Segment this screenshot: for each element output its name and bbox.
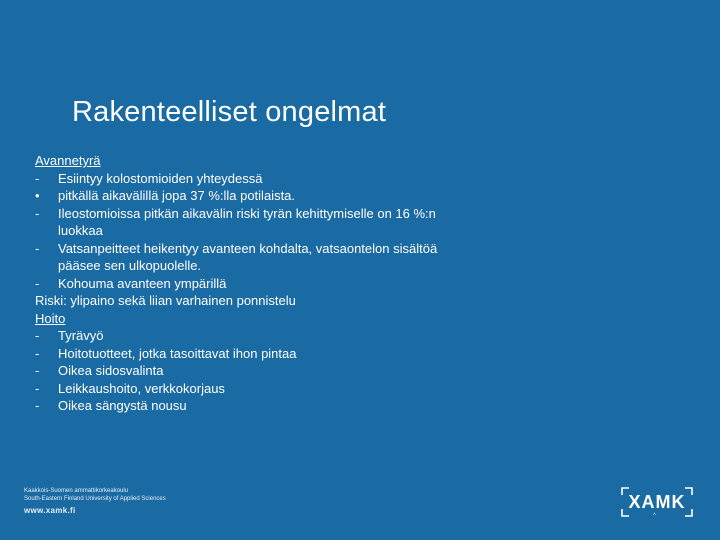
content-line bbox=[35, 187, 475, 205]
logo-text: XAMK bbox=[628, 491, 686, 512]
section-heading: Avannetyrä bbox=[35, 153, 101, 168]
content-line bbox=[35, 397, 475, 415]
section-heading: Hoito bbox=[35, 310, 66, 326]
dash-marker: - bbox=[35, 205, 40, 221]
dash-marker: - bbox=[35, 240, 40, 256]
dash-marker: - bbox=[35, 380, 40, 396]
content-line bbox=[35, 170, 475, 188]
content-line bbox=[35, 275, 475, 293]
dash-marker: - bbox=[35, 345, 40, 361]
line-text: Oikea sidosvalinta bbox=[58, 363, 164, 378]
line-text: Vatsanpeitteet heikentyy avanteen kohdalta, vatsaontelon sisältöä pääsee sen ulkopuolelle. bbox=[58, 240, 438, 273]
dash-marker: - bbox=[35, 398, 40, 413]
content-line bbox=[35, 380, 475, 398]
line-text: Oikea sängystä nousu bbox=[58, 398, 187, 413]
slide-title: Rakenteelliset ongelmat bbox=[72, 96, 387, 128]
footer-institution bbox=[24, 487, 166, 515]
line-text: Hoitotuotteet, jotka tasoittavat ihon pintaa bbox=[58, 345, 297, 361]
line-text: Esiintyy kolostomioiden yhteydessä bbox=[58, 170, 263, 186]
content-line bbox=[35, 240, 475, 275]
content-line bbox=[35, 292, 475, 310]
logo-mark-icon: ^ bbox=[653, 513, 656, 519]
content-line bbox=[35, 310, 475, 328]
bullet-marker: • bbox=[35, 188, 40, 203]
content-line bbox=[35, 205, 475, 240]
institution-name-fi: Kaakkois-Suomen ammattikorkeakoulu bbox=[24, 488, 129, 494]
dash-marker: - bbox=[35, 328, 40, 343]
line-text: Riski: ylipaino sekä liian varhainen ponnistelu bbox=[35, 293, 296, 308]
line-text: Ileostomioissa pitkän aikavälin riski tyrän kehittymiselle on 16 %:n luokkaa bbox=[58, 205, 436, 238]
institution-name-en: South-Eastern Finland University of Applied Sciences bbox=[24, 496, 166, 502]
website-url[interactable]: www.xamk.fi bbox=[24, 506, 76, 515]
line-text: Kohouma avanteen ympärillä bbox=[58, 275, 227, 291]
content-line bbox=[35, 345, 475, 363]
content-line bbox=[35, 362, 475, 380]
dash-marker: - bbox=[35, 275, 40, 291]
content-line bbox=[35, 152, 475, 170]
slide-content bbox=[35, 152, 475, 415]
dash-marker: - bbox=[35, 363, 40, 378]
line-text: pitkällä aikavälillä jopa 37 %:lla potilaista. bbox=[58, 188, 296, 203]
line-text: Tyrävyö bbox=[58, 328, 104, 343]
dash-marker: - bbox=[35, 170, 40, 186]
line-text: Leikkaushoito, verkkokorjaus bbox=[58, 380, 225, 396]
content-line bbox=[35, 327, 475, 345]
xamk-logo bbox=[621, 487, 693, 517]
